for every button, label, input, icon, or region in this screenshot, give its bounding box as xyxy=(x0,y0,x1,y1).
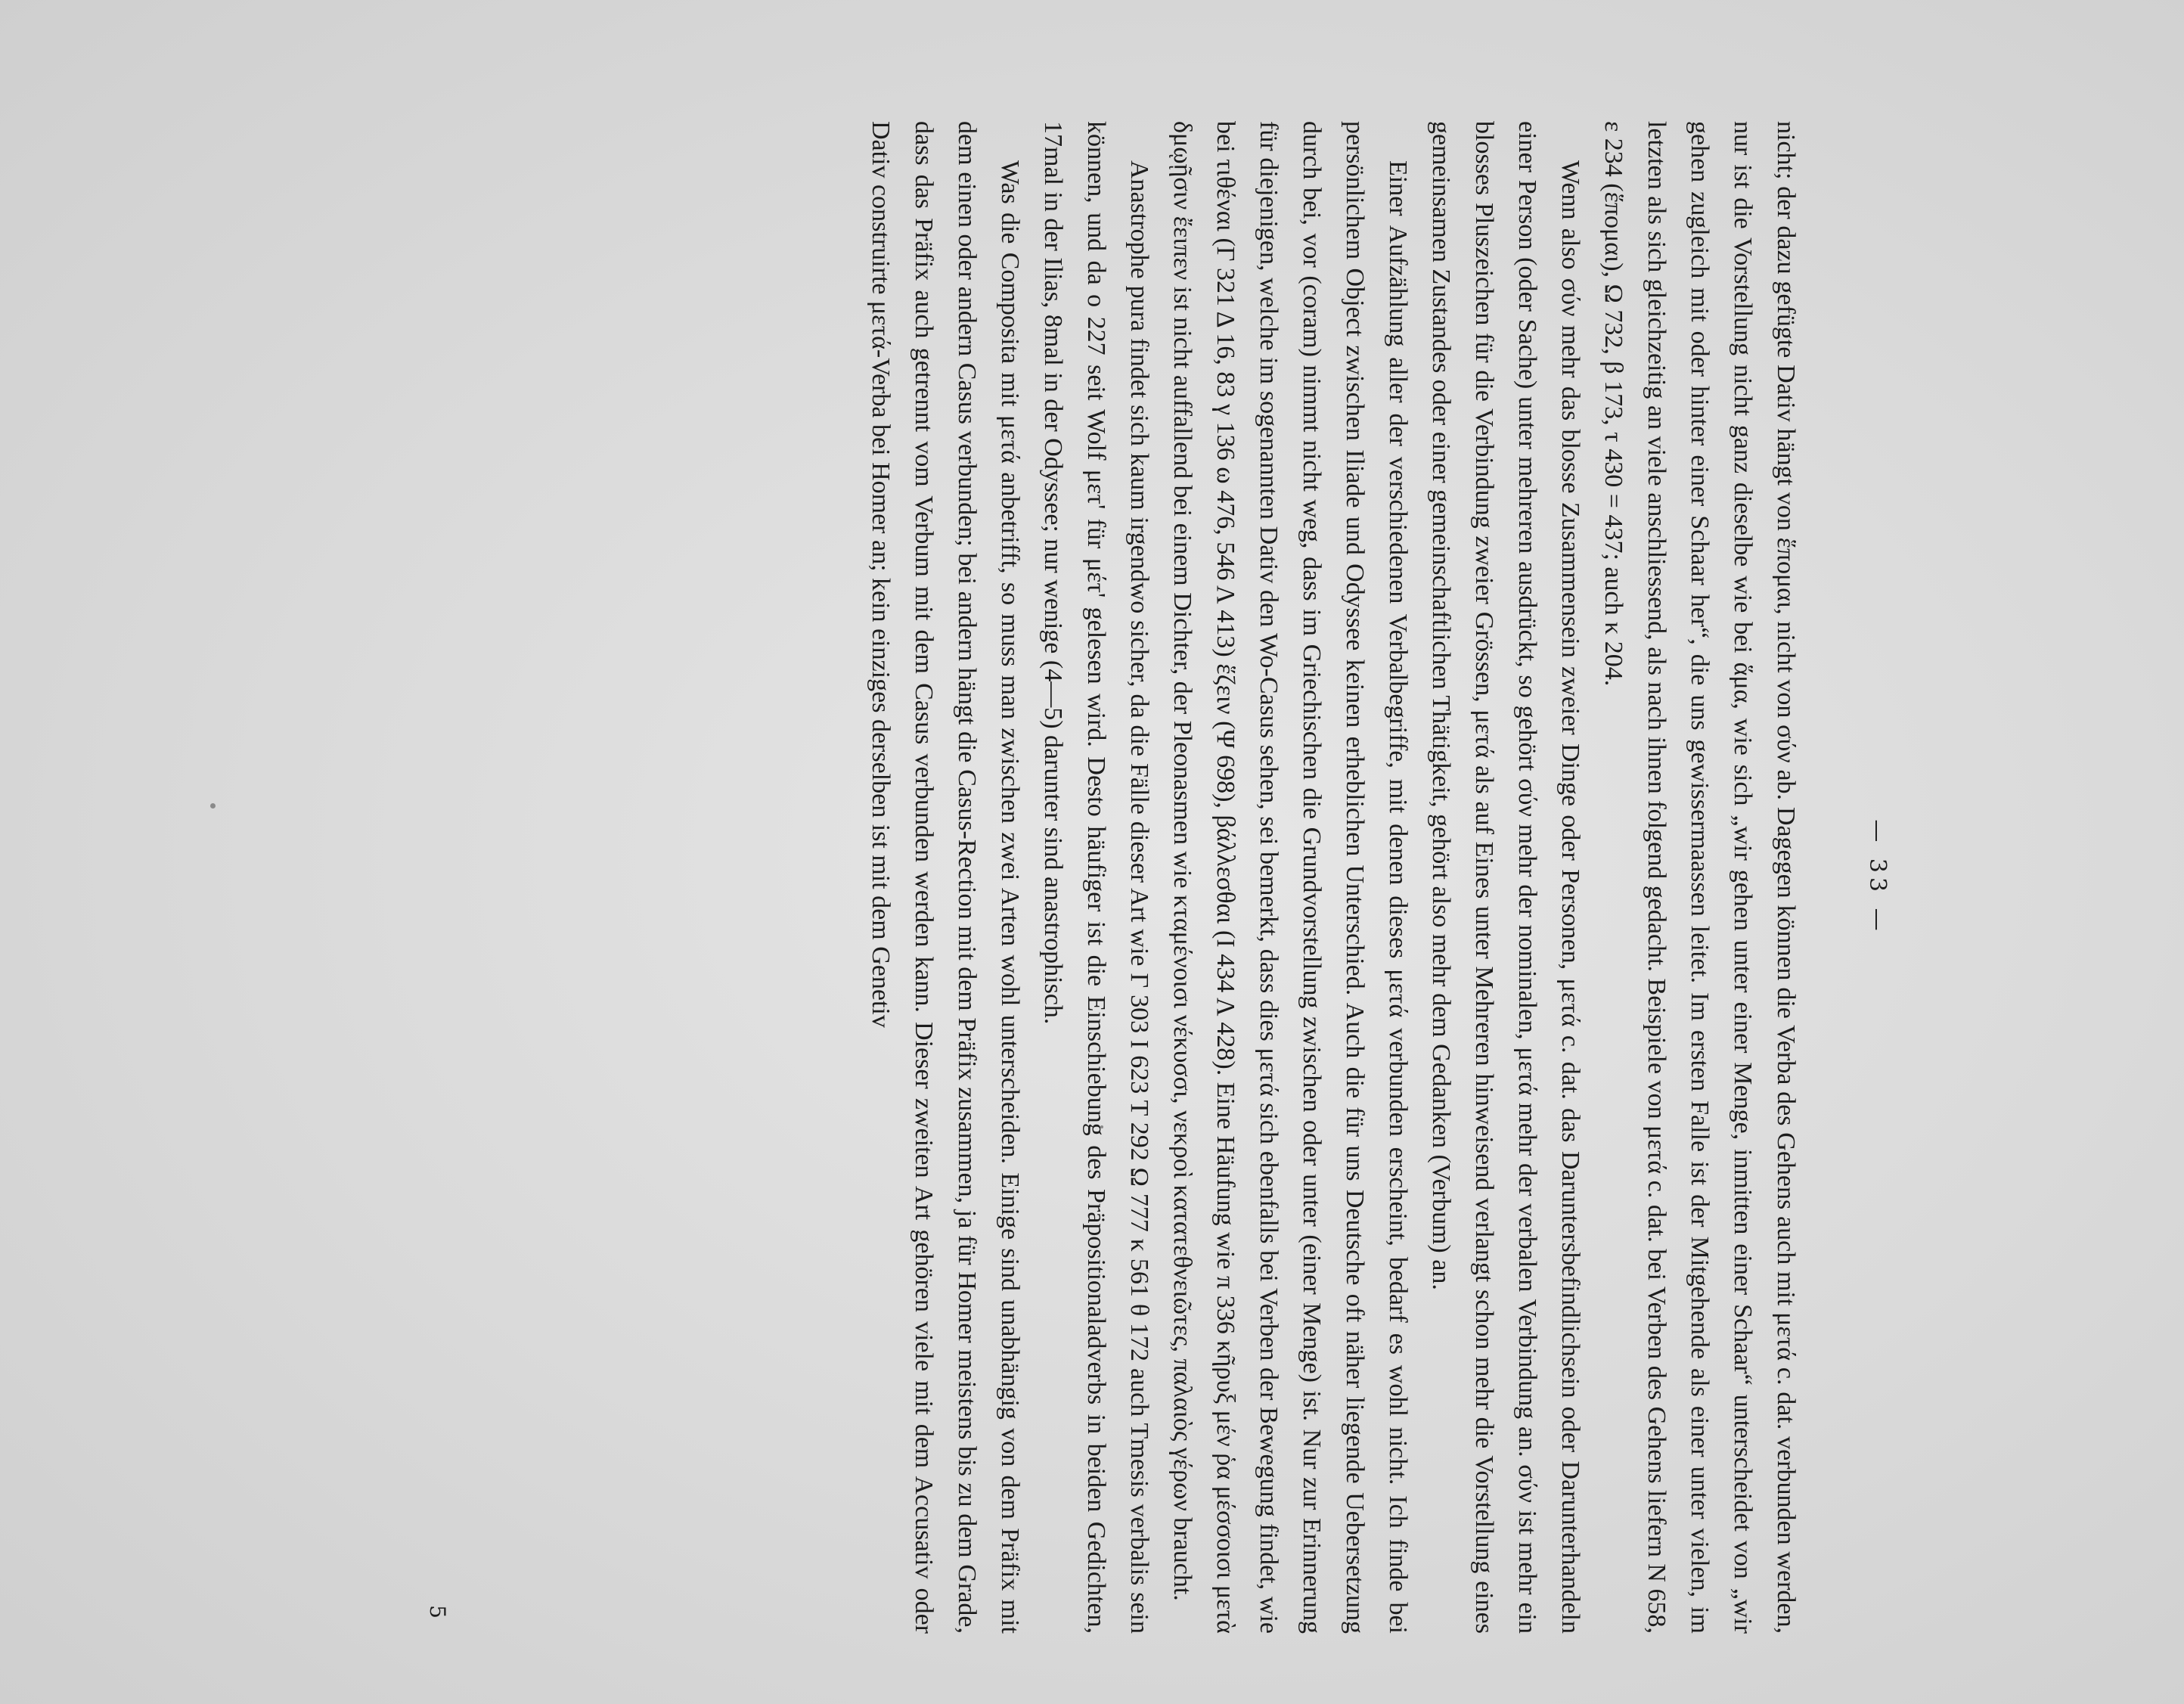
body-text xyxy=(859,121,1807,1634)
paragraph-4: Anastrophe pura findet sich kaum irgendwo sicher, da die Fälle dieser Art wie Γ 303 Ι 623 Τ 292 Ω 777 κ 561 θ 172 auch Tmesis verbalis sein können, und da ο 227 seit Wolf μετ' für μέτ' gelesen wird. Desto häufiger ist die Einschiebung des Präpositionaladverbs in beiden Gedichten, 17mal in der Ilias, 8mal in der Odyssee; nur wenige (4—5) darunter sind anastrophisch. xyxy=(1039,121,1153,1634)
signature-mark: 5 xyxy=(425,1605,450,1619)
paragraph-3: Einer Aufzählung aller der verschiedenen Verbalbegriffe, mit denen dieses μετά verbunden erscheint, bedarf es wohl nicht. Ich finde bei persönlichem Object zwischen Iliade und Odyssee keinen erheblichen Unterschied. Auch die für uns Deutsche oft näher liegende Uebersetzung durch bei, vor (coram) nimmt nicht weg, dass im Griechischen die Grundvorstellung zwischen oder unter (einer Menge) ist. Nur zur Erinnerung für diejenigen, welche im sogenannten Dativ den Wo-Casus sehen, sei bemerkt, dass dies μετά sich ebenfalls bei Verben der Bewegung findet, wie bei τιθέναι (Γ 321 Δ 16, 83 γ 136 ω 476, 546 Λ 413) ἕζειν (Ψ 698), βάλλεσθαι (Ι 434 Λ 428). Eine Häufung wie π 336 κῆρυξ μέν ῥα μέσσοισι μετὰ δμῳῇσιν ἔειπεν ist nicht auffallend bei einem Dichter, der Pleonasmen wie κταμένοισι νέκυσσι, νεκροὶ κατατεθνειῶτες, παλαιὸς γέρων braucht. xyxy=(1168,121,1412,1634)
paragraph-1: nicht; der dazu gefügte Dativ hängt von ἕπομαι, nicht von σύν ab. Dagegen können die Verba des Gehens auch mit μετά c. dat. verbunden werden, nur ist die Vorstellung nicht ganz dieselbe wie bei ἅμα, wie sich „wir gehen unter einer Menge, inmitten einer Schaar“ unterscheidet von „wir gehen zugleich mit oder hinter einer Schaar her“, die uns gewissermaassen leitet. Im ersten Falle ist der Mitgehende als einer unter vielen, im letzten als sich gleichzeitig an viele anschliessend, als nach ihnen folgend gedacht. Beispiele von μετά c. dat. bei Verben des Gehens liefern N 658, ε 234 (ἕπομαι), Ω 732, β 173, τ 430 = 437; auch κ 204. xyxy=(1599,121,1800,1634)
paragraph-2: Wenn also σύν mehr das blosse Zusammensein zweier Dinge oder Personen, μετά c. dat. das Daruntersbefindlichsein oder Darunterhandeln einer Person (oder Sache) unter mehreren ausdrückt, so gehört σύν mehr der nominalen, μετά mehr der verbalen Verbindung an. σύν ist mehr ein blosses Pluszeichen für die Verbindung zweier Grössen, μετά als auf Eines unter Mehreren hinweisend verlangt schon mehr die Vorstellung eines gemeinsamen Zustandes oder einer gemeinschaftlichen Thätigkeit, gehört also mehr dem Gedanken (Verbum) an. xyxy=(1427,121,1584,1634)
paper-speck xyxy=(210,803,216,809)
rotated-page xyxy=(318,121,1891,1634)
page-number-header: — 33 — xyxy=(1864,819,1891,936)
paragraph-5: Was die Composita mit μετά anbetrifft, so muss man zwischen zwei Arten wohl unterscheiden. Einige sind unabhängig von dem Präfix mit dem einen oder andern Casus verbunden; bei andern hängt die Casus-Rection mit dem Präfix zusammen, ja für Homer meistens bis zu dem Grade, dass das Präfix auch getrennt vom Verbum mit dem Casus verbunden werden kann. Dieser zweiten Art gehören viele mit dem Accusativ oder Dativ construirte μετά-Verba bei Homer an; kein einziges derselben ist mit dem Genetiv xyxy=(867,121,1024,1634)
